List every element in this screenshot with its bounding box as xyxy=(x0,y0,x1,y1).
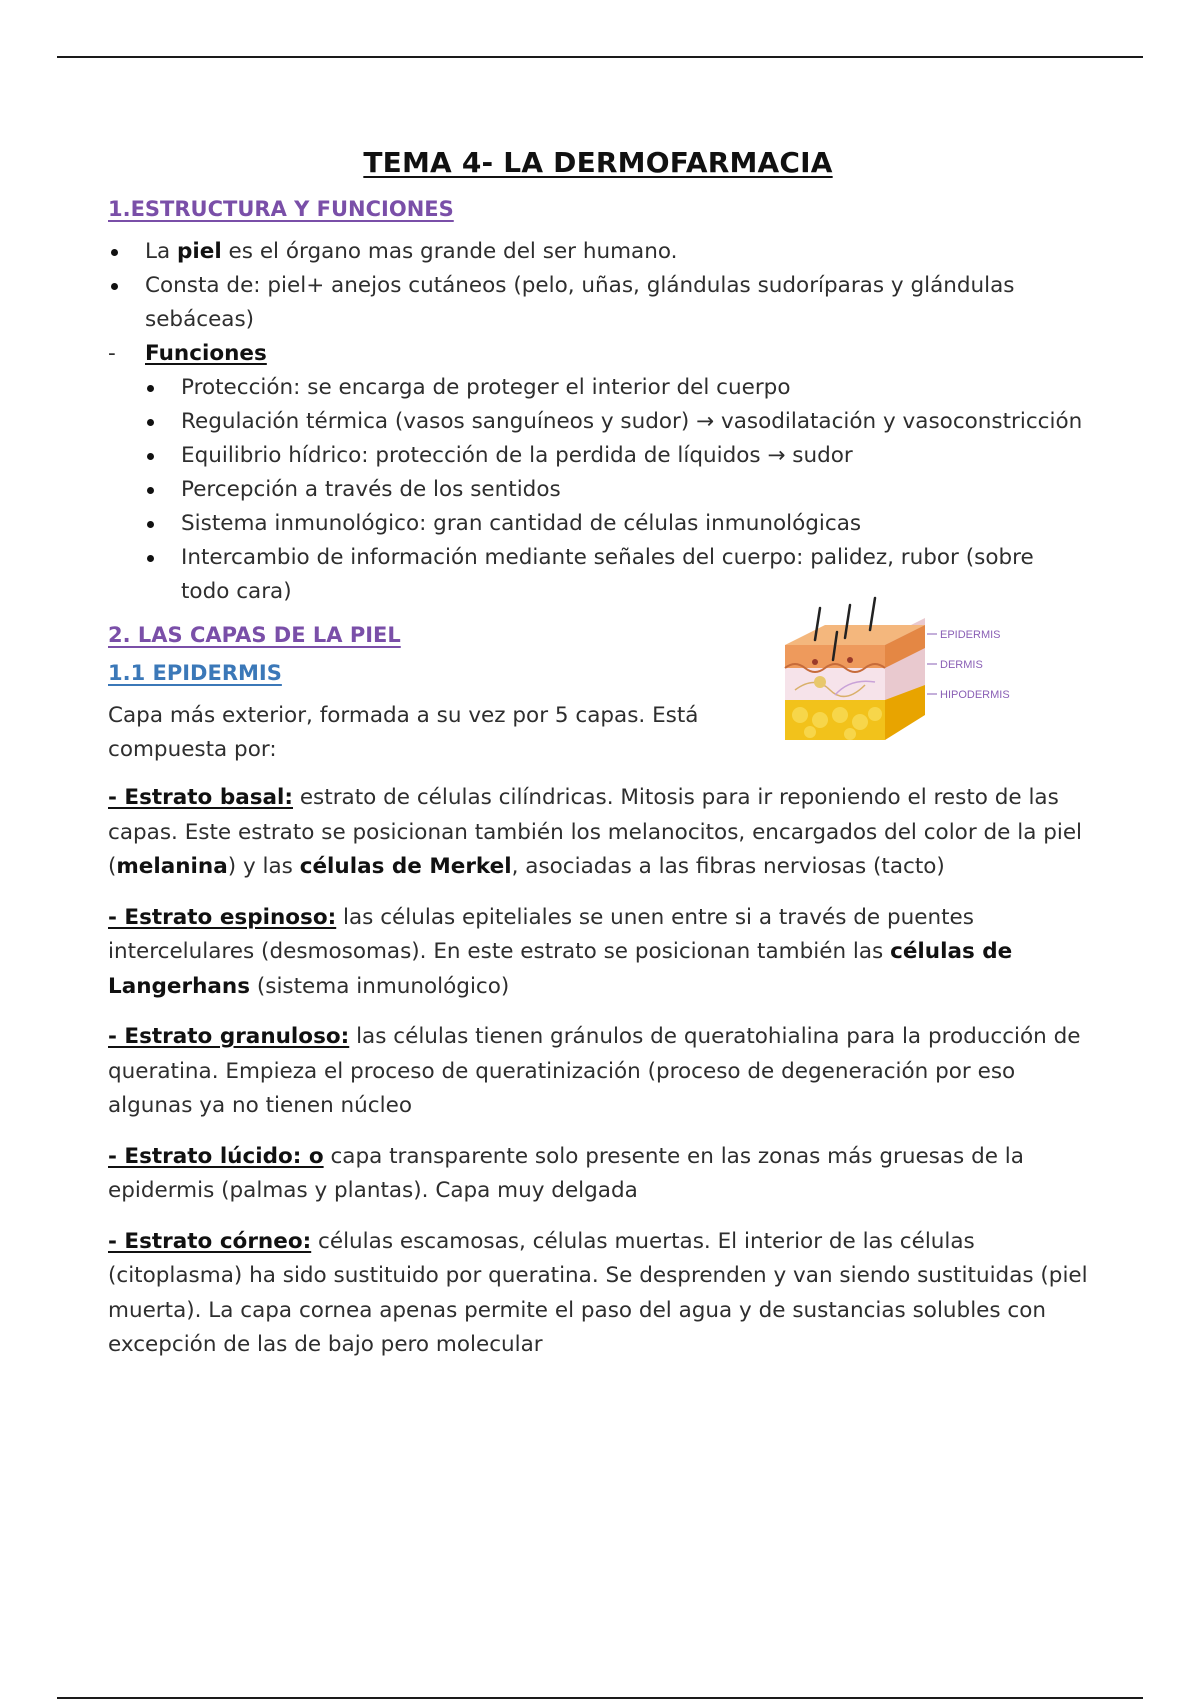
label-dermis: DERMIS xyxy=(940,659,983,671)
estrato-espinoso: - Estrato espinoso: las células epiteliales se unen entre si a través de puentes intercelulares (desmosomas). En este estrato se posicionan también las células de Langerhans (sistema inmunológico) xyxy=(108,904,1013,999)
bold-piel: piel xyxy=(177,239,222,264)
bullet-consta: Consta de: piel+ anejos cutáneos (pelo, uñas, glándulas sudoríparas y glándulas sebáceas) xyxy=(108,269,1088,337)
bottom-rule xyxy=(57,1697,1143,1699)
functions-label: Funciones xyxy=(145,341,267,366)
function-item: Sistema inmunológico: gran cantidad de células inmunológicas xyxy=(144,507,1088,541)
function-item: Intercambio de información mediante señales del cuerpo: palidez, rubor (sobre todo cara) xyxy=(144,541,1088,609)
estrato-corneo: - Estrato córneo: células escamosas, células muertas. El interior de las células (citoplasma) ha sido sustituido por queratina. Se desprenden y van siendo sustituidas (piel muerta). La capa cornea apenas permite el paso del agua y de sustancias solubles con excepción de las de bajo pero molecular xyxy=(108,1228,1088,1357)
estrato-lucido: - Estrato lúcido: o capa transparente solo presente en las zonas más gruesas de la epidermis (palmas y plantas). Capa muy delgada xyxy=(108,1143,1024,1203)
bullet-piel: La piel es el órgano mas grande del ser humano. xyxy=(108,235,1088,269)
document-page xyxy=(108,146,1088,1379)
function-item: Regulación térmica (vasos sanguíneos y sudor) → vasodilatación y vasoconstricción xyxy=(144,405,1088,439)
page-title: TEMA 4- LA DERMOFARMACIA xyxy=(363,146,833,179)
subheading-epidermis: 1.1 EPIDERMIS xyxy=(108,661,282,685)
estrato-granuloso: - Estrato granuloso: las células tienen gránulos de queratohialina para la producción de queratina. Empieza el proceso de queratinización (proceso de degeneración por eso algunas ya no tienen núcleo xyxy=(108,1024,1081,1118)
function-item: Equilibrio hídrico: protección de la perdida de líquidos → sudor xyxy=(144,439,1088,473)
structure-bullets xyxy=(108,235,1088,337)
skin-layers-diagram xyxy=(775,590,1045,740)
function-item: Percepción a través de los sentidos xyxy=(144,473,1088,507)
estrato-basal: - Estrato basal: estrato de células cilíndricas. Mitosis para ir reponiendo el resto de las capas. Este estrato se posicionan también los melanocitos, encargados del color de la piel (melanina) y las células de Merkel, asociadas a las fibras nerviosas (tacto) xyxy=(108,785,1083,879)
label-epidermis: EPIDERMIS xyxy=(940,629,1001,641)
section-heading-structure: 1.ESTRUCTURA Y FUNCIONES xyxy=(108,197,454,221)
functions-header: - Funciones xyxy=(108,341,267,366)
functions-list xyxy=(108,371,1088,609)
section-heading-layers: 2. LAS CAPAS DE LA PIEL xyxy=(108,623,401,647)
top-rule xyxy=(57,56,1143,58)
epidermis-intro: Capa más exterior, formada a su vez por 5 capas. Está compuesta por: xyxy=(108,703,699,762)
label-hipodermis: HIPODERMIS xyxy=(940,689,1010,701)
function-item: Protección: se encarga de proteger el interior del cuerpo xyxy=(144,371,1088,405)
